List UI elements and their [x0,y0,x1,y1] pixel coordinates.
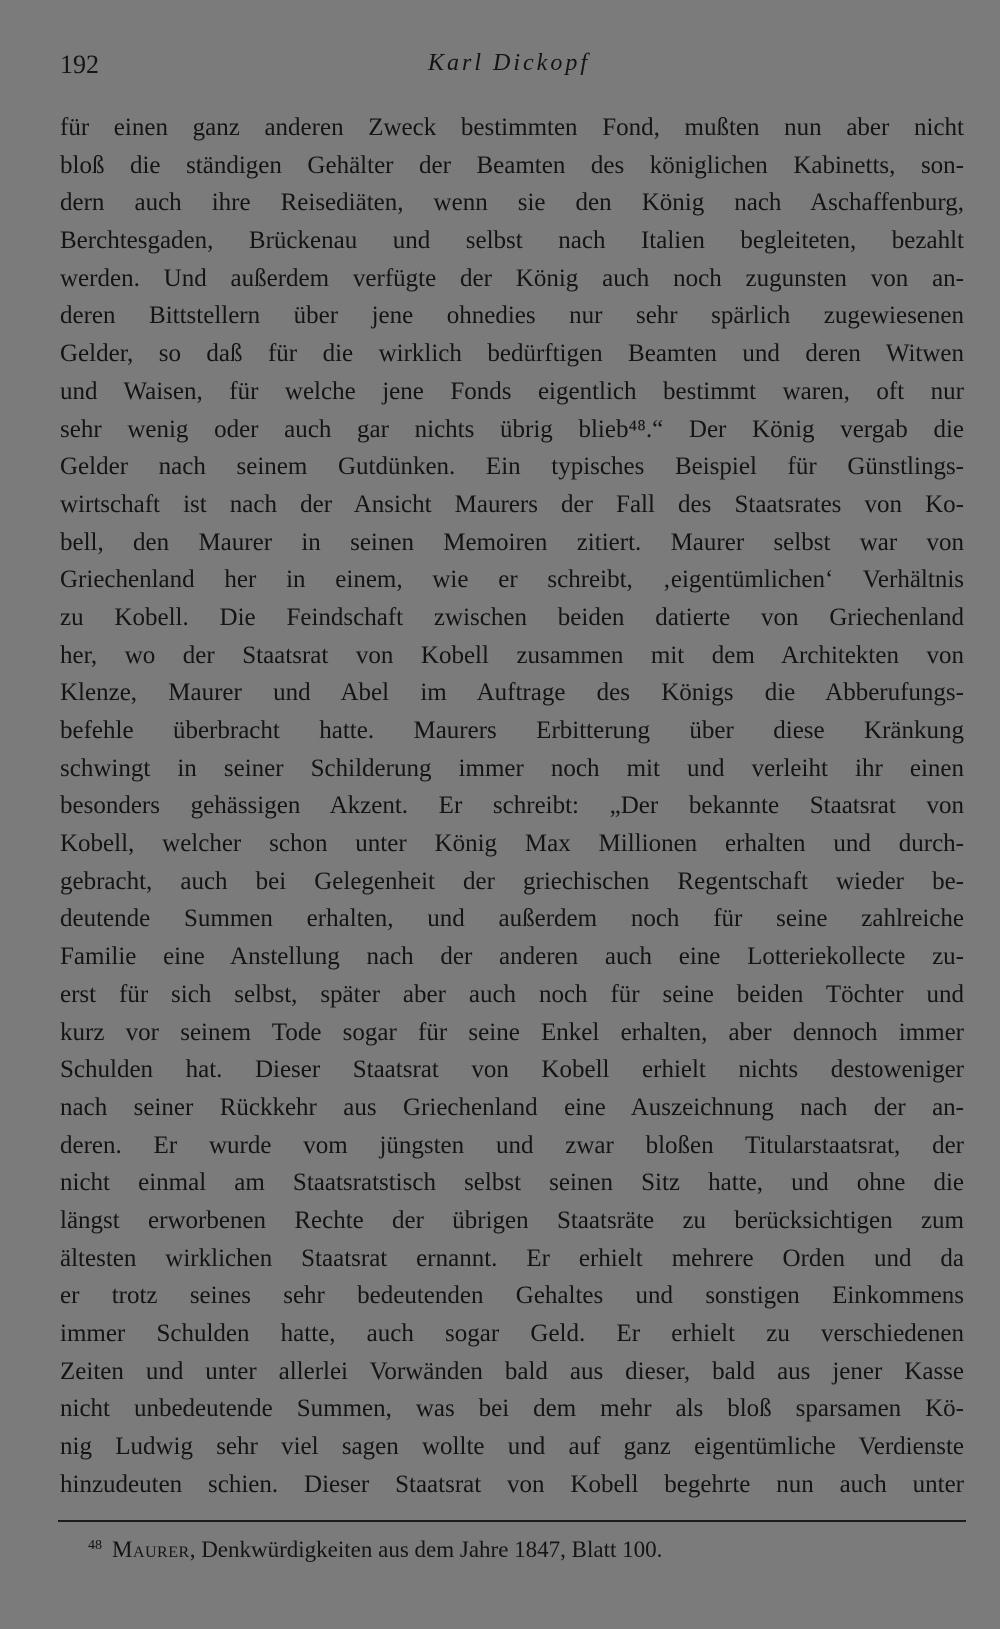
text-line: befehle überbracht hatte. Maurers Erbitterung über diese Kränkung [60,717,964,744]
text-line: deren Bittstellern über jene ohnedies nur sehr spärlich zugewiesenen [60,302,964,330]
text-line: Gelder, so daß für die wirklich bedürftigen Beamten und deren Witwen [60,340,964,368]
text-line: bell, den Maurer in seinen Memoiren zitiert. Maurer selbst war von [60,528,964,556]
text-line: Klenze, Maurer und Abel im Auftrage des Königs die Abberufungs- [60,679,964,707]
text-line: Gelder nach seinem Gutdünken. Ein typisches Beispiel für Günstlings- [60,453,964,481]
text-line: er trotz seines sehr bedeutenden Gehaltes und sonstigen Einkommens [60,1282,964,1310]
text-line: Griechenland her in einem, wie er schreibt, ‚eigentümlichen‘ Verhältnis [60,566,964,594]
footnote-author: Maurer [112,1537,190,1562]
text-line: kurz vor seinem Tode sogar für seine Enkel erhalten, aber dennoch immer [60,1018,964,1046]
text-line: nig Ludwig sehr viel sagen wollte und auf ganz eigentümliche Verdienste [60,1433,964,1461]
text-line: zu Kobell. Die Feindschaft zwischen beiden datierte von Griechenland [60,603,964,631]
text-line: Kobell, welcher schon unter König Max Millionen erhalten und durch- [60,830,964,858]
text-line: für einen ganz anderen Zweck bestimmten Fond, mußten nun aber nicht [60,114,964,141]
page-number: 192 [60,50,99,79]
text-line: gebracht, auch bei Gelegenheit der griechischen Regentschaft wieder be- [60,867,964,895]
text-line: und Waisen, für welche jene Fonds eigentlich bestimmt waren, oft nur [60,377,964,405]
text-line: nach seiner Rückkehr aus Griechenland eine Auszeichnung nach der an- [60,1093,964,1121]
running-head: Karl Dickopf [428,50,590,76]
text-line: deren. Er wurde vom jüngsten und zwar bloßen Titularstaatsrat, der [60,1131,964,1159]
text-line: nicht unbedeutende Summen, was bei dem mehr als bloß sparsamen Kö- [60,1395,964,1423]
text-line: längst erworbenen Rechte der übrigen Staatsräte zu berücksichtigen zum [60,1206,964,1234]
text-line: Berchtesgaden, Brückenau und selbst nach Italien begleiteten, bezahlt [60,227,964,255]
footnote [88,1537,662,1563]
text-line: erst für sich selbst, später aber auch noch für seine beiden Töchter und [60,980,964,1008]
text-line: Familie eine Anstellung nach der anderen auch eine Lotteriekollecte zu- [60,943,964,971]
text-line: sehr wenig oder auch gar nichts übrig blieb⁴⁸.“ Der König vergab die [60,415,964,443]
text-line: werden. Und außerdem verfügte der König auch noch zugunsten von an- [60,264,964,292]
footnote-text: , Denkwürdigkeiten aus dem Jahre 1847, Blatt 100. [189,1537,663,1562]
text-line: Schulden hat. Dieser Staatsrat von Kobell erhielt nichts destoweniger [60,1056,964,1084]
text-line: Zeiten und unter allerlei Vorwänden bald aus dieser, bald aus jener Kasse [60,1357,964,1385]
text-line: schwingt in seiner Schilderung immer noch mit und verleiht ihr einen [60,754,964,782]
footnote-rule [58,1520,966,1522]
body-text [60,109,964,1503]
text-line: bloß die ständigen Gehälter der Beamten des königlichen Kabinetts, son- [60,151,964,179]
text-line: nicht einmal am Staatsratstisch selbst seinen Sitz hatte, und ohne die [60,1169,964,1197]
text-line: besonders gehässigen Akzent. Er schreibt: „Der bekannte Staatsrat von [60,792,964,820]
text-line: ältesten wirklichen Staatsrat ernannt. Er erhielt mehrere Orden und da [60,1244,964,1272]
text-line: immer Schulden hatte, auch sogar Geld. Er erhielt zu verschiedenen [60,1320,964,1347]
footnote-marker: 48 [88,1538,102,1553]
text-line: wirtschaft ist nach der Ansicht Maurers der Fall des Staatsrates von Ko- [60,490,964,518]
page-header [60,50,964,86]
text-line: deutende Summen erhalten, und außerdem noch für seine zahlreiche [60,905,964,933]
text-line: dern auch ihre Reisediäten, wenn sie den König nach Aschaffenburg, [60,189,964,217]
text-line: her, wo der Staatsrat von Kobell zusammen mit dem Architekten von [60,641,964,669]
text-line: hinzudeuten schien. Dieser Staatsrat von Kobell begehrte nun auch unter [60,1470,964,1498]
